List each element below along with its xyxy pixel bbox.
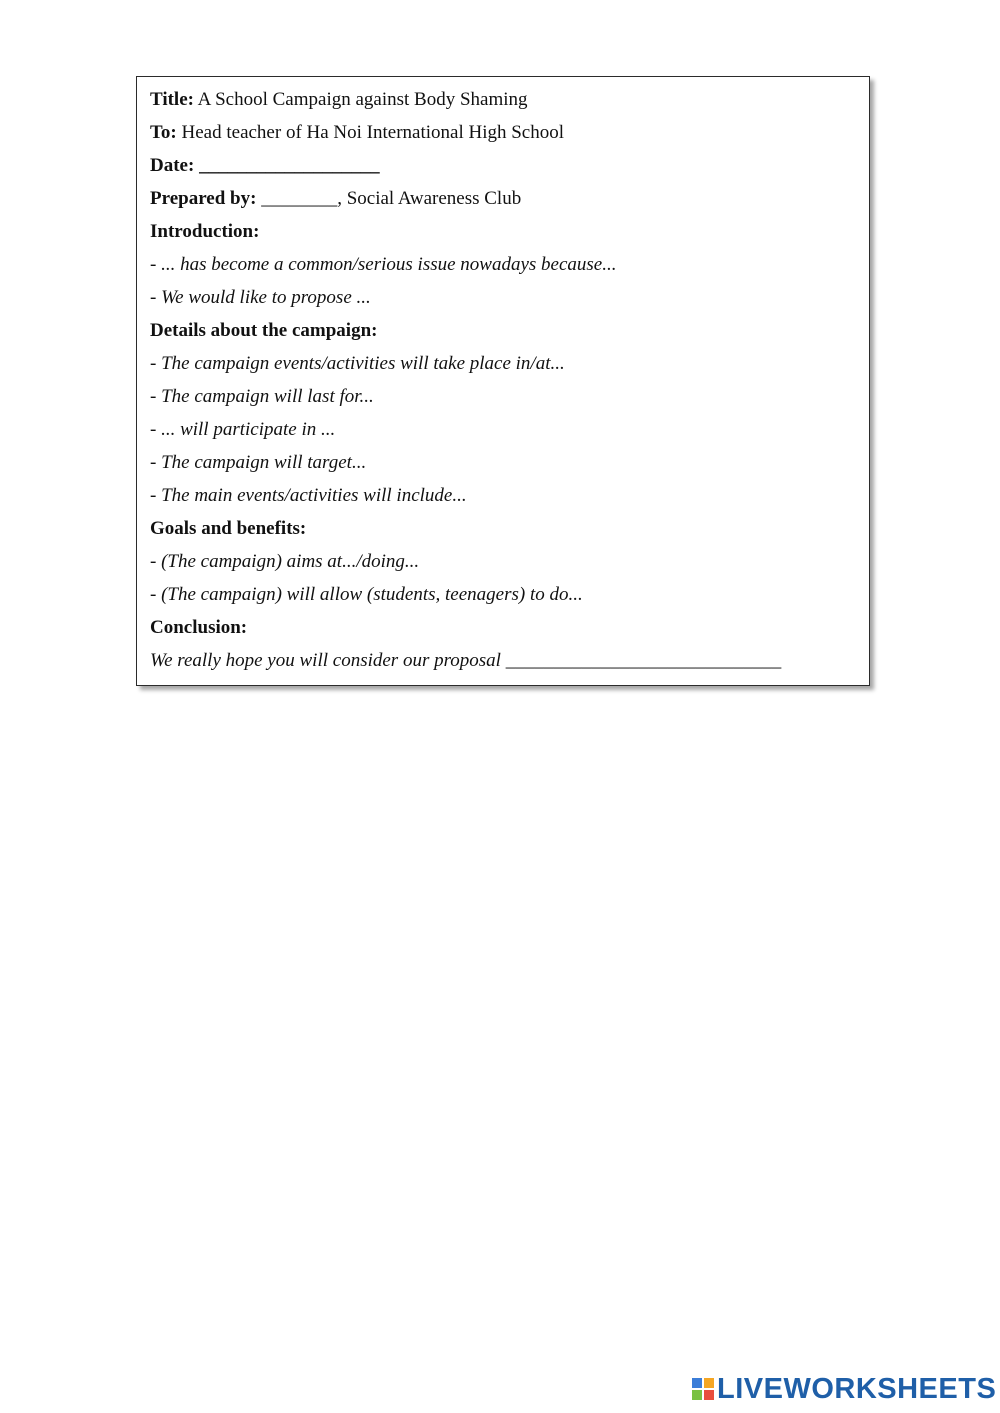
details-heading: Details about the campaign: [150, 320, 378, 341]
intro-item-1: - ... has become a common/serious issue nowadays because... [150, 254, 617, 275]
to-value: Head teacher of Ha Noi International High School [176, 122, 565, 143]
date-label: Date: [150, 155, 200, 176]
liveworksheets-logo-icon [692, 1378, 714, 1400]
details-item-4: - The campaign will target... [150, 452, 367, 473]
date-line [150, 153, 869, 186]
proposal-outline-box [136, 76, 870, 686]
logo-text: LIVEWORKSHEETS [717, 1372, 997, 1405]
conclusion-text: We really hope you will consider our proposal _____________________________ [150, 650, 782, 671]
details-item-3: - ... will participate in ... [150, 419, 336, 440]
goals-item-2: - (The campaign) will allow (students, teenagers) to do... [150, 584, 583, 605]
liveworksheets-logo [692, 1373, 996, 1405]
title-label: Title: [150, 89, 194, 110]
to-line [150, 120, 869, 153]
title-value: A School Campaign against Body Shaming [193, 89, 528, 110]
conclusion-heading: Conclusion: [150, 617, 248, 638]
introduction-heading: Introduction: [150, 221, 260, 242]
intro-item-2: - We would like to propose ... [150, 287, 371, 308]
goals-item-1: - (The campaign) aims at.../doing... [150, 551, 420, 572]
title-line [150, 87, 869, 120]
goals-heading: Goals and benefits: [150, 518, 307, 539]
to-label: To: [150, 122, 177, 143]
details-item-1: - The campaign events/activities will take place in/at... [150, 353, 565, 374]
prepared-by-value: ________, Social Awareness Club [256, 188, 522, 209]
prepared-by-label: Prepared by: [150, 188, 257, 209]
date-blank: ___________________ [199, 155, 380, 176]
details-item-2: - The campaign will last for... [150, 386, 374, 407]
prepared-by-line [150, 186, 869, 219]
details-item-5: - The main events/activities will include... [150, 485, 467, 506]
